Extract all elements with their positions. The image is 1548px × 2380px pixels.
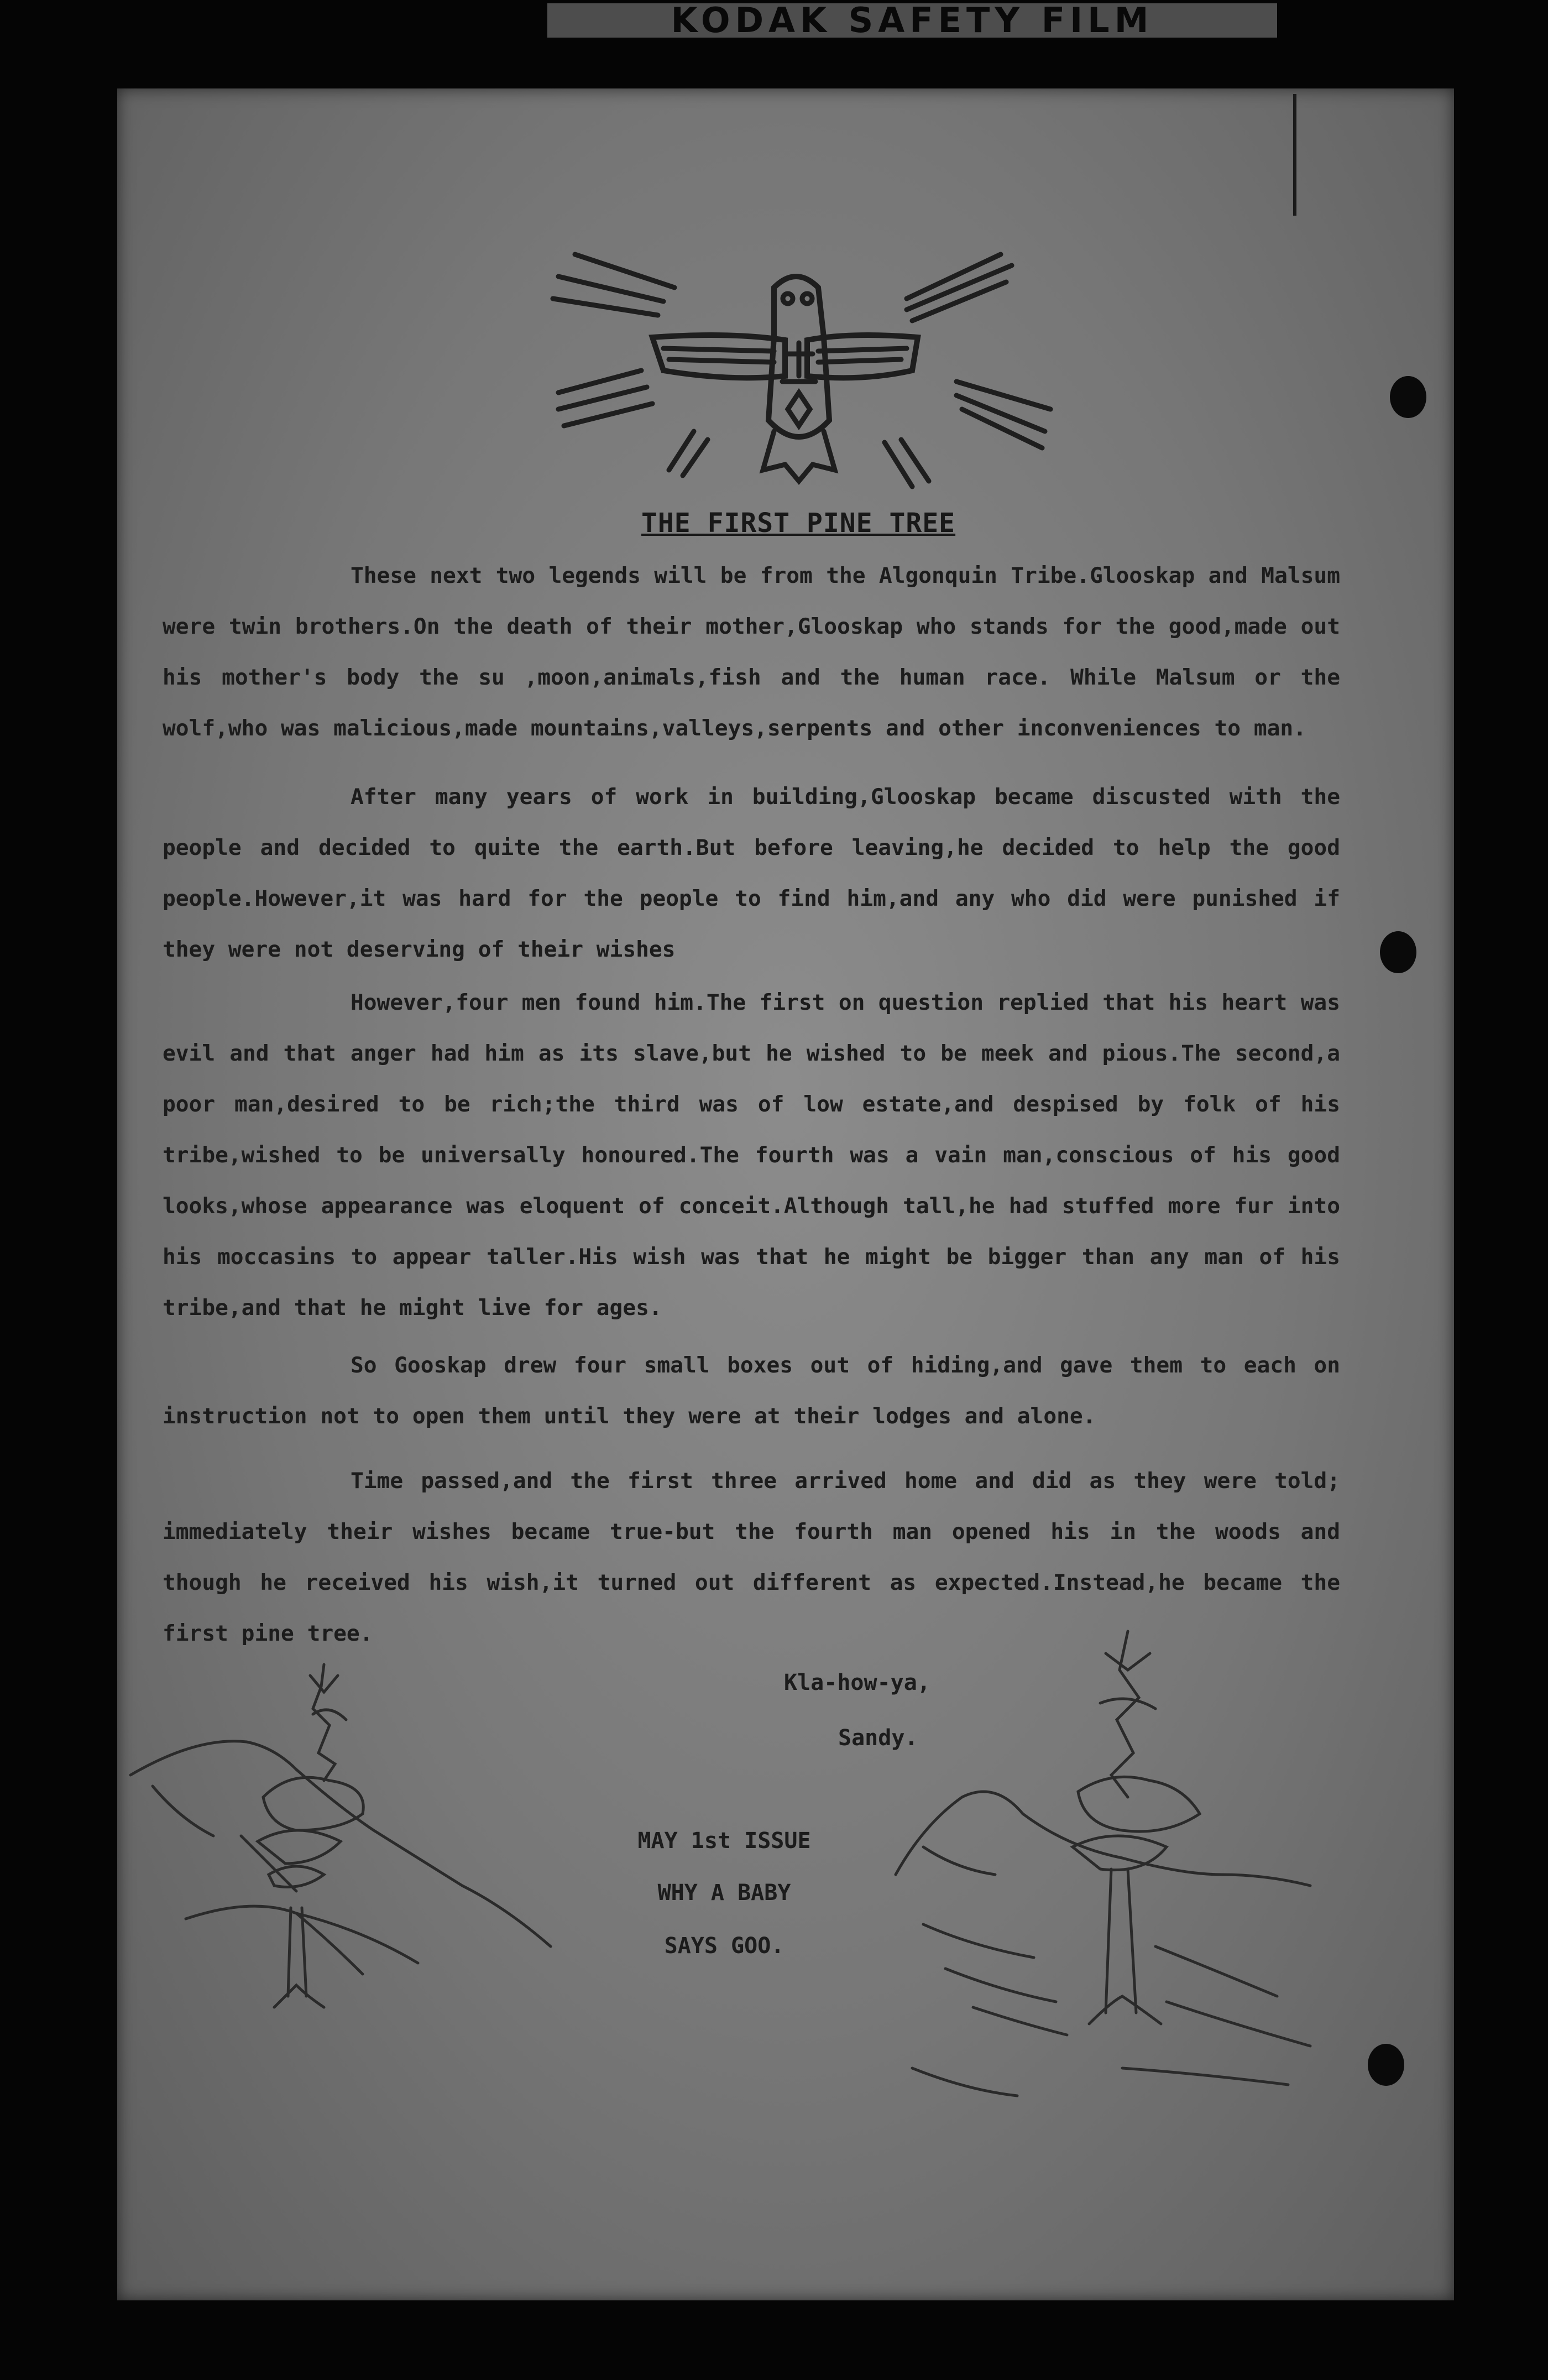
next-issue-line-1: MAY 1st ISSUE [637, 1828, 811, 1854]
closing-salutation: Kla-how-ya, [784, 1670, 930, 1695]
story-paragraph-4: So Gooskap drew four small boxes out of hiding,and gave them to each on instruction not to open them until they were at their lodges and alone. [163, 1353, 1340, 1429]
film-edge-text: KODAK SAFETY FILM [547, 3, 1277, 38]
next-issue-line-3: SAYS GOO. [664, 1933, 785, 1959]
story-paragraph-1: These next two legends will be from the Algonquin Tribe.Glooskap and Malsum were twin brothers.On the death of their mother,Glooskap who stands for the good,made out his mother's body the su ,moon,animals,fish and the human race. While Malsum or the wolf,who was malicious,made mountains,valleys,serpents and other inconveniences to man. [163, 563, 1340, 741]
right-pine-tree-sketch [890, 1615, 1327, 2112]
story-paragraph-5: Time passed,and the first three arrived home and did as they were told; immediately their wishes became true-but the fourth man opened his in the woods and though he received his wish,it turned out different as expected.Instead,he became the first pine tree. [163, 1468, 1340, 1646]
left-pine-tree-sketch [130, 1653, 562, 2029]
binder-hole-top [1390, 376, 1426, 418]
story-paragraph-3: However,four men found him.The first on question replied that his heart was evil and that anger had him as its slave,but he wished to be meek and pious.The second,a poor man,desired to be rich;the third was of low estate,and despised by folk of his tribe,wished to be universally honoured.The fourth was a vain man,conscious of his good looks,whose appearance was eloquent of conceit.Although tall,he had stuffed more fur into his moccasins to appear taller.His wish was that he might be bigger than any man of his tribe,and that he might live for ages. [163, 990, 1340, 1321]
next-issue-line-2: WHY A BABY [657, 1880, 791, 1906]
story-paragraph-2: After many years of work in building,Glooskap became discusted with the people and decided to quite the earth.But before leaving,he decided to help the good people.However,it was hard for the people to find him,and any who did were punished if they were not deserving of their wishes [163, 784, 1340, 962]
story-title: THE FIRST PINE TREE [641, 508, 956, 539]
thunderbird-emblem [498, 243, 1061, 514]
binder-hole-middle [1380, 931, 1416, 973]
page-edge-mark [1288, 88, 1301, 221]
binder-hole-bottom [1368, 2044, 1404, 2086]
author-signature: Sandy. [838, 1725, 918, 1751]
